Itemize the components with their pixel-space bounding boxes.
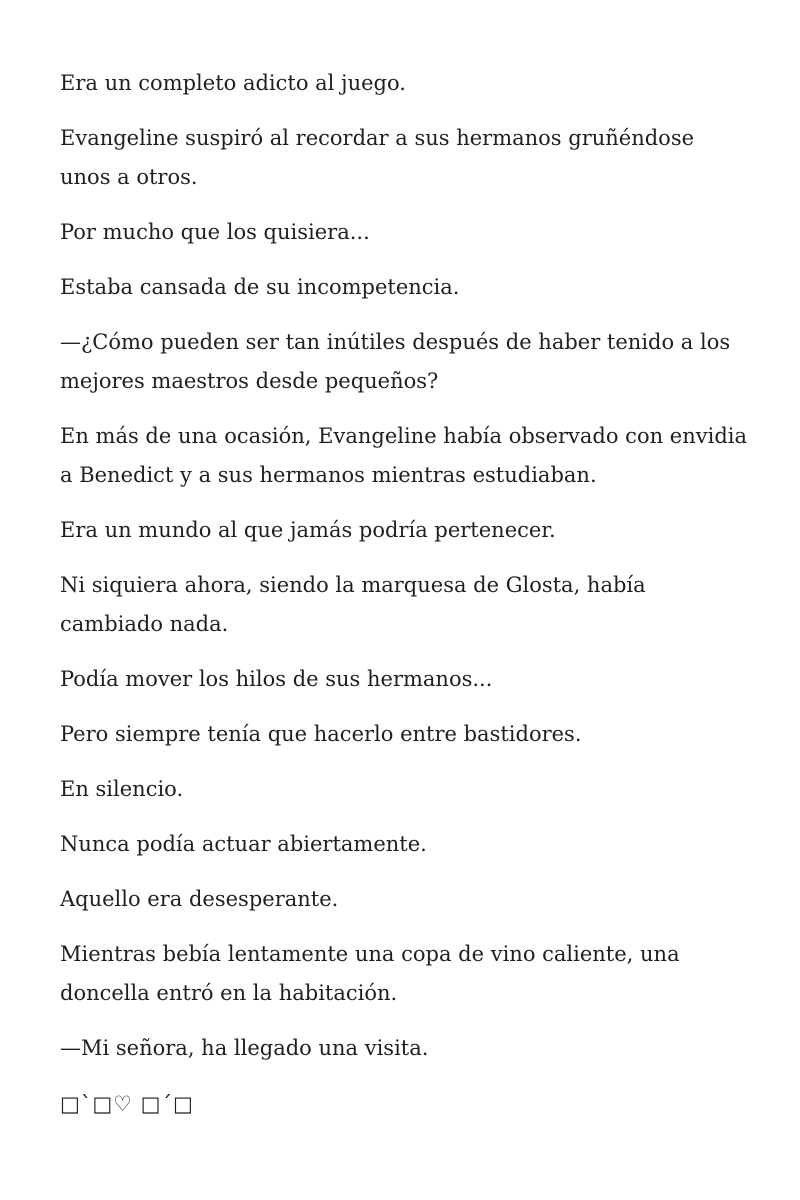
paragraph-1: Era un completo adicto al juego. — [60, 71, 406, 95]
paragraph-11: En silencio. — [60, 777, 184, 801]
paragraph-3: Por mucho que los quisiera... — [60, 220, 370, 244]
paragraph-13: Aquello era desesperante. — [60, 887, 339, 911]
paragraph-12: Nunca podía actuar abiertamente. — [60, 832, 427, 856]
paragraph-6: En más de una ocasión, Evangeline había observado con envidia a Benedict y a sus hermanos mientras estudiaban. — [60, 424, 748, 487]
paragraph-10: Pero siempre tenía que hacerlo entre bastidores. — [60, 722, 582, 746]
paragraph-14: Mientras bebía lentamente una copa de vino caliente, una doncella entró en la habitación. — [60, 942, 680, 1005]
paragraph-8: Ni siquiera ahora, siendo la marquesa de Glosta, había cambiado nada. — [60, 573, 646, 636]
paragraph-5: —¿Cómo pueden ser tan inútiles después de haber tenido a los mejores maestros desde pequeños? — [60, 330, 731, 393]
paragraph-9: Podía mover los hilos de sus hermanos... — [60, 667, 493, 691]
ornament-glyphs: □`□♡ □´□ — [60, 1092, 194, 1116]
paragraph-2: Evangeline suspiró al recordar a sus hermanos gruñéndose unos a otros. — [60, 126, 695, 189]
paragraph-4: Estaba cansada de su incompetencia. — [60, 275, 460, 299]
paragraph-7: Era un mundo al que jamás podría pertenecer. — [60, 518, 556, 542]
paragraph-15: —Mi señora, ha llegado una visita. — [60, 1036, 429, 1060]
